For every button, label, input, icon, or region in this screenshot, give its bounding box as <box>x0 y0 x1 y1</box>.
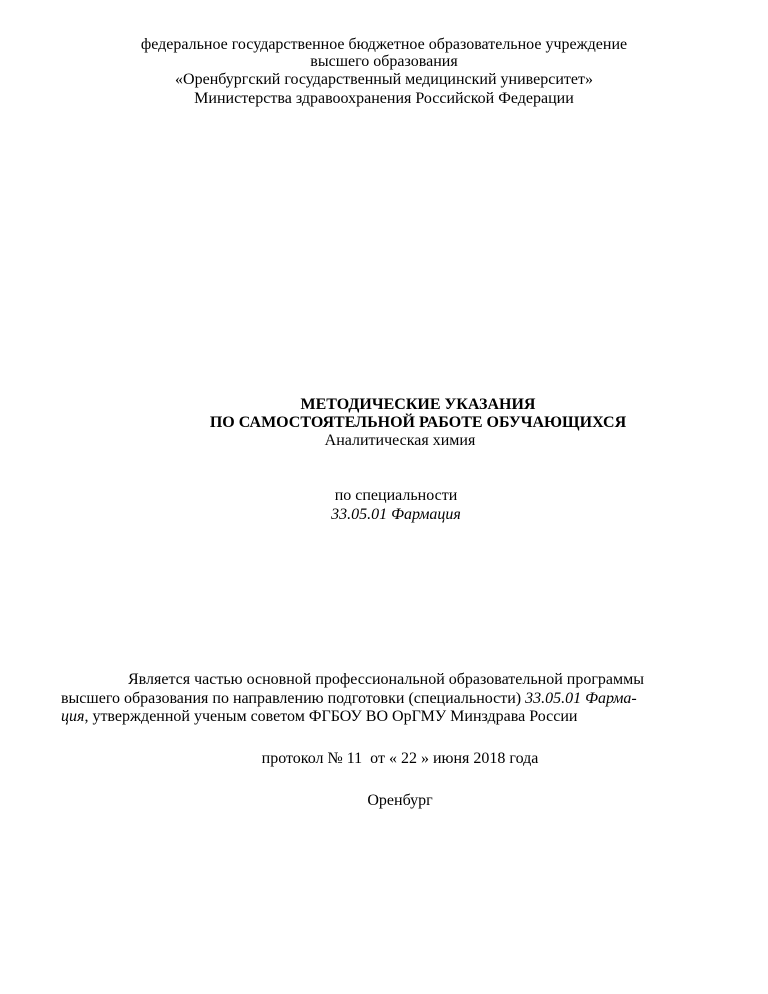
program-statement-line3 <box>61 708 577 726</box>
specialty-value: 33.05.01 Фармация <box>331 506 461 523</box>
program-statement-line1: Является частью основной профессиональной образовательной программы <box>128 671 644 688</box>
city-name: Оренбург <box>367 792 433 809</box>
ministry-line: Министерства здравоохранения Российской Федерации <box>194 90 574 107</box>
program-line3-text: , утвержденной ученым советом ФГБОУ ВО ОрГМУ Минздрава России <box>84 708 578 725</box>
document-subtitle: ПО САМОСТОЯТЕЛЬНОЙ РАБОТЕ ОБУЧАЮЩИХСЯ <box>209 414 627 431</box>
protocol-line: протокол № 11 от « 22 » июня 2018 года <box>261 750 539 767</box>
education-level-line: высшего образования <box>310 53 458 70</box>
specialty-label: по специальности <box>334 487 458 504</box>
document-title: МЕТОДИЧЕСКИЕ УКАЗАНИЯ <box>300 396 536 413</box>
program-specialty-italic-end: ция <box>61 708 85 725</box>
program-line2-text: высшего образования по направлению подготовки (специальности) <box>61 690 526 707</box>
org-type-line: федеральное государственное бюджетное образовательное учреждение <box>140 36 628 53</box>
university-name: «Оренбургский государственный медицинский университет» <box>175 71 593 88</box>
program-statement-line2 <box>61 690 637 708</box>
program-specialty-italic: 33.05.01 Фарма- <box>525 690 637 707</box>
discipline-name: Аналитическая химия <box>324 432 476 449</box>
